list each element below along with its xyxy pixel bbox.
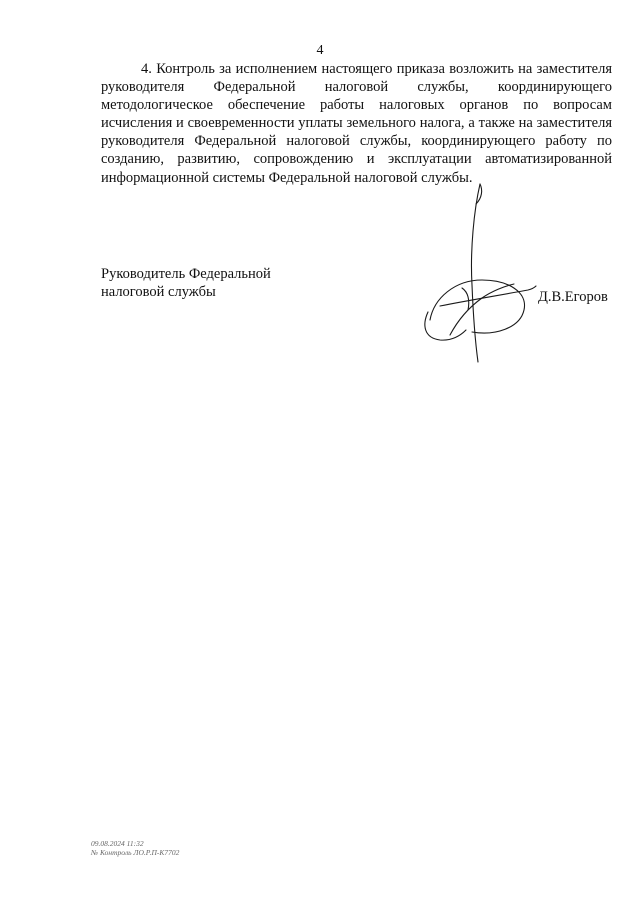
footer-timestamp: 09.08.2024 11:32 [91, 839, 144, 848]
signer-title [101, 265, 271, 301]
signer-title-line-2: налоговой службы [101, 284, 216, 300]
document-footer-stamp [91, 839, 179, 857]
footer-control-number: № Контроль ЛО.Р.П-К7702 [91, 848, 180, 857]
handwritten-signature [410, 180, 540, 365]
page-number: 4 [316, 43, 324, 58]
signer-title-line-1: Руководитель Федеральной [101, 266, 271, 282]
signer-name: Д.В.Егоров [538, 289, 608, 305]
order-paragraph-4: 4. Контроль за исполнением настоящего приказа возложить на заместителя руководителя Федеральной налоговой службы, координирующего методологическое обеспечение работы налоговых органов по вопросам исчисления и своевременности уплаты земельного налога, а также на заместителя руководителя Федеральной налоговой службы, координирующего работу по созданию, развитию, сопровождению и эксплуатации автоматизированной информационной системы Федеральной налоговой службы. [101, 61, 612, 186]
